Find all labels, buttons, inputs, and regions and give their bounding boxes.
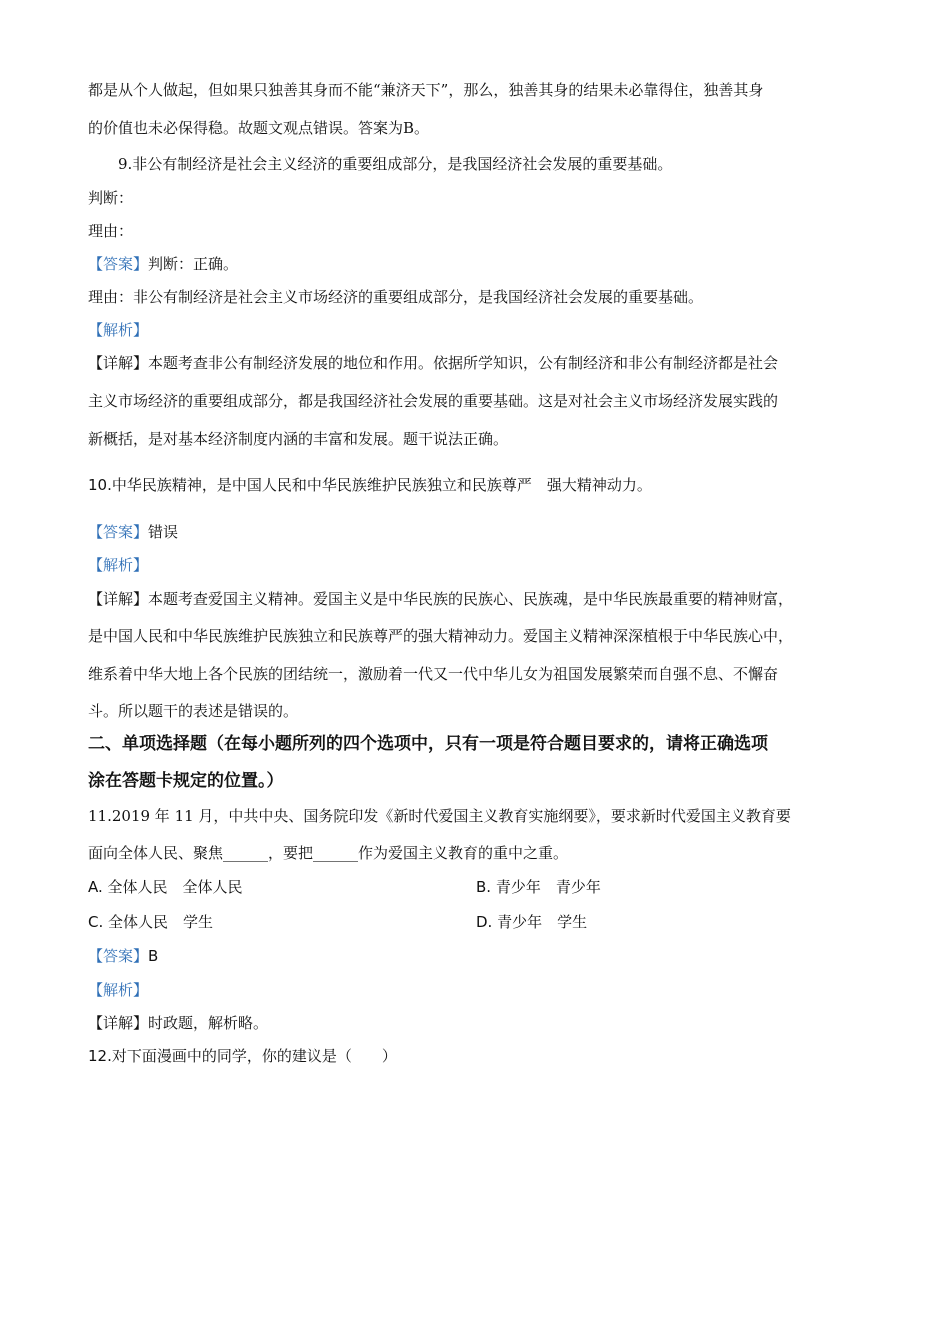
q11-detail xyxy=(88,1013,268,1033)
question-9: 9.非公有制经济是社会主义经济的重要组成部分，是我国经济社会发展的重要基础。 xyxy=(118,155,673,173)
analysis-tag: 【解析】 xyxy=(88,556,149,574)
text-line: 都是从个人做起，但如果只独善其身而不能“兼济天下”，那么，独善其身的结果未必靠得住，独善其身 xyxy=(88,81,764,99)
detail-text: 时政题，解析略。 xyxy=(148,1014,269,1032)
option-a: A. 全体人民 全体人民 xyxy=(88,878,243,896)
answer-tag: 【答案】 xyxy=(88,523,149,541)
q9-reason: 理由：非公有制经济是社会主义市场经济的重要组成部分，是我国经济社会发展的重要基础。 xyxy=(88,288,704,306)
q9-analysis-tag xyxy=(88,320,148,340)
reason-label: 理由： xyxy=(88,222,134,240)
section-heading: 涂在答题卡规定的位置。） xyxy=(88,771,284,791)
text-line: 维系着中华大地上各个民族的团结统一，激励着一代又一代中华儿女为祖国发展繁荣而自强不息、不懈奋 xyxy=(88,665,779,683)
section-heading: 二、单项选择题（在每小题所列的四个选项中，只有一项是符合题目要求的，请将正确选项 xyxy=(88,734,768,754)
detail-tag: 【详解】 xyxy=(88,354,149,372)
q9-answer xyxy=(88,254,238,274)
answer-tag: 【答案】 xyxy=(88,947,149,965)
detail-tag: 【详解】 xyxy=(88,1014,149,1032)
option-c: C. 全体人民 学生 xyxy=(88,913,214,931)
q9-detail xyxy=(88,353,778,373)
answer-text: 判断：正确。 xyxy=(148,255,239,273)
analysis-tag: 【解析】 xyxy=(88,321,149,339)
judge-label: 判断： xyxy=(88,189,134,207)
q11-analysis-tag xyxy=(88,980,148,1000)
analysis-tag: 【解析】 xyxy=(88,981,149,999)
text-line: 的价值也未必保得稳。故题文观点错误。答案为B。 xyxy=(88,119,430,137)
question-11: 11.2019 年 11 月，中共中央、国务院印发《新时代爱国主义教育实施纲要》，要求新时代爱国主义教育要 xyxy=(88,807,791,825)
question-12: 12.对下面漫画中的同学，你的建议是（ ） xyxy=(88,1047,397,1065)
text-line: 新概括，是对基本经济制度内涵的丰富和发展。题干说法正确。 xyxy=(88,430,509,448)
q10-answer xyxy=(88,522,178,542)
q11-answer xyxy=(88,946,158,966)
text-line: 主义市场经济的重要组成部分，都是我国经济社会发展的重要基础。这是对社会主义市场经济发展实践的 xyxy=(88,392,779,410)
answer-tag: 【答案】 xyxy=(88,255,149,273)
detail-text: 本题考查非公有制经济发展的地位和作用。依据所学知识，公有制经济和非公有制经济都是社会 xyxy=(148,354,779,372)
answer-text: B xyxy=(148,947,159,965)
q10-detail xyxy=(88,589,793,609)
text-line: 是中国人民和中华民族维护民族独立和民族尊严的强大精神动力。爱国主义精神深深植根于中华民族心中， xyxy=(88,627,794,645)
text-line: 斗。所以题干的表述是错误的。 xyxy=(88,702,299,720)
q10-analysis-tag xyxy=(88,555,148,575)
detail-tag: 【详解】 xyxy=(88,590,149,608)
answer-text: 错误 xyxy=(148,523,179,541)
option-d: D. 青少年 学生 xyxy=(476,913,588,931)
option-b: B. 青少年 青少年 xyxy=(476,878,601,896)
text-line: 面向全体人民、聚焦______，要把______作为爱国主义教育的重中之重。 xyxy=(88,844,569,862)
question-10: 10.中华民族精神，是中国人民和中华民族维护民族独立和民族尊严 强大精神动力。 xyxy=(88,476,652,494)
detail-text: 本题考查爱国主义精神。爱国主义是中华民族的民族心、民族魂，是中华民族最重要的精神财富， xyxy=(148,590,794,608)
